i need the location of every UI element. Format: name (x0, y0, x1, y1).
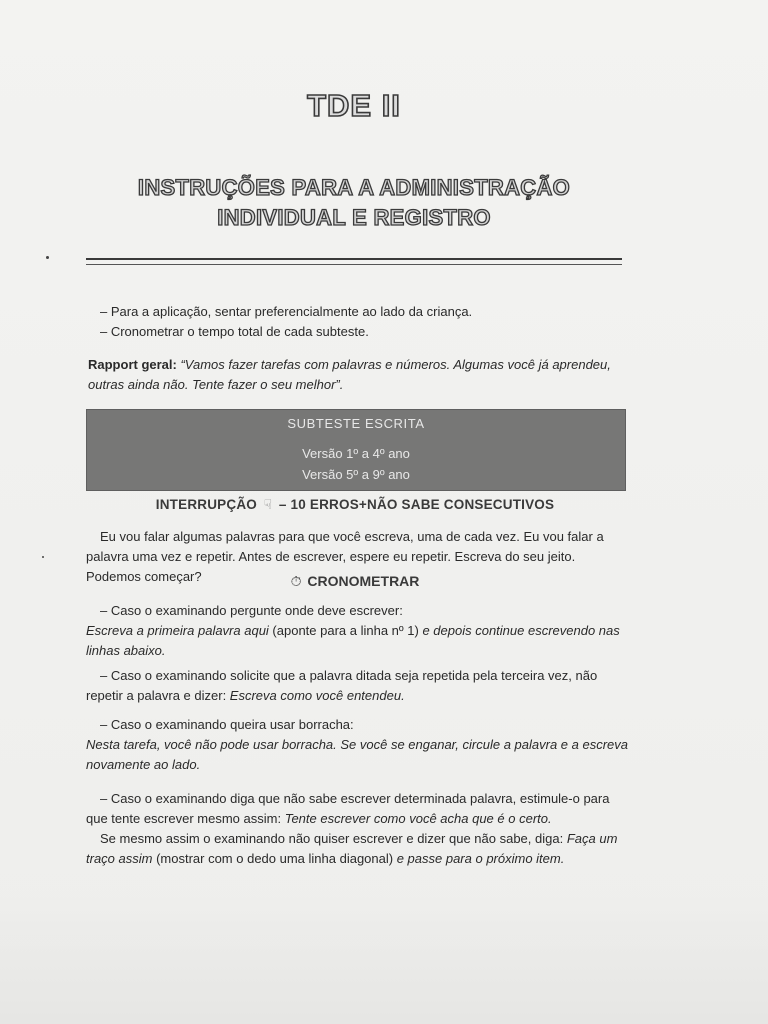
scan-shadow (0, 894, 768, 1024)
rapport-label: Rapport geral: (88, 357, 177, 372)
scan-speck (46, 256, 49, 259)
stopwatch-icon: ⏱ (290, 573, 302, 589)
subtest-version-2: Versão 5º a 9º ano (302, 467, 410, 482)
case-followup: Se mesmo assim o examinando não quiser escrever e dizer que não sabe, diga: Faça um traço assim (mostrar com o dedo uma linha diagonal) e passe para o próximo item. (86, 831, 618, 866)
case-repeat-word (86, 666, 631, 706)
title-divider (86, 258, 622, 265)
document-title: TDE II (307, 88, 401, 123)
case-response: Nesta tarefa, você não pode usar borracha. Se você se enganar, circule a palavra e a escreva novamente ao lado. (86, 737, 628, 772)
case-where-to-write (86, 601, 631, 661)
interruption-rule (86, 497, 624, 513)
case-eraser (86, 715, 631, 775)
case-lead: – Caso o examinando pergunte onde deve escrever: (100, 603, 403, 618)
case-lead: – Caso o examinando queira usar borracha: (100, 717, 354, 732)
rapport-quote: “Vamos fazer tarefas com palavras e números. Algumas você já aprendeu, outras ainda não. Tente fazer o seu melhor”. (88, 357, 611, 392)
cronometrar-label: CRONOMETRAR (307, 573, 420, 589)
instruction-item: – Cronometrar o tempo total de cada subteste. (100, 324, 369, 339)
instruction-item: – Para a aplicação, sentar preferencialmente ao lado da criança. (100, 304, 473, 319)
case-response: Escreva a primeira palavra aqui (aponte para a linha nº 1) e depois continue escrevendo nas linhas abaixo. (86, 623, 620, 658)
subtitle-line-1: INSTRUÇÕES PARA A ADMINISTRAÇÃO (137, 175, 571, 200)
document-subtitle (0, 173, 708, 233)
interruption-criterion: – 10 ERROS+NÃO SABE CONSECUTIVOS (278, 497, 555, 512)
general-instructions (100, 302, 630, 342)
rapport-paragraph (88, 355, 628, 395)
case-lead: – Caso o examinando diga que não sabe escrever determinada palavra, estimule-o para que tente escrever mesmo assim: Tente escrever como você acha que é o certo. (86, 791, 610, 826)
cronometrar-heading (86, 573, 624, 590)
intro-paragraph: Eu vou falar algumas palavras para que você escreva, uma de cada vez. Eu vou falar a palavra uma vez e repetir. Antes de escrever, espere eu repetir. Escreva do seu jeito. Podemos começar? (86, 529, 604, 584)
case-doesnt-know (86, 789, 631, 869)
interruption-label: INTERRUPÇÃO (155, 497, 257, 512)
scan-speck (42, 556, 44, 558)
subtest-title: SUBTESTE ESCRITA (287, 416, 425, 431)
subtitle-line-2: INDIVIDUAL E REGISTRO (217, 205, 491, 230)
hand-icon: ☟ (263, 497, 273, 512)
subtest-version-1: Versão 1º a 4º ano (302, 446, 410, 461)
case-lead: – Caso o examinando solicite que a palavra ditada seja repetida pela terceira vez, não repetir a palavra e dizer: Escreva como você entendeu. (86, 668, 598, 703)
subtest-header-box (86, 409, 626, 491)
